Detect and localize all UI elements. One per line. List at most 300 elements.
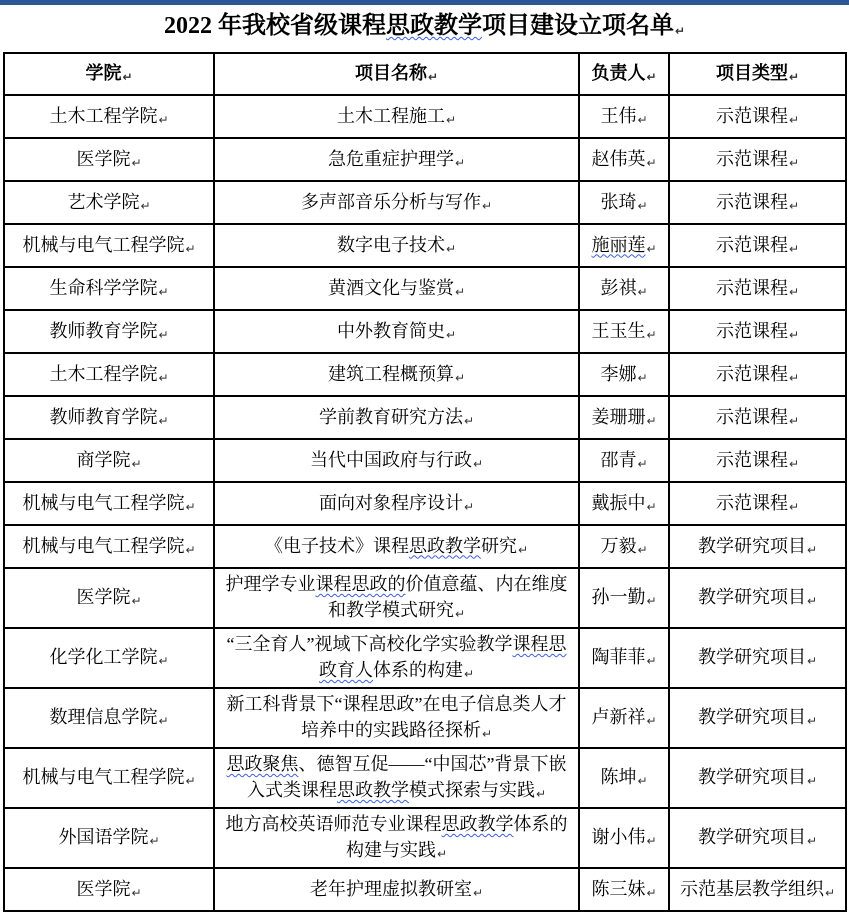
project-type-cell	[669, 353, 846, 396]
paragraph-mark: ↵	[806, 714, 818, 728]
person-cell-text	[591, 407, 645, 427]
college-cell	[4, 628, 214, 688]
project-type-cell	[669, 439, 846, 482]
header-college-label: 学院	[85, 63, 122, 83]
college-cell	[4, 808, 214, 868]
table-row	[4, 868, 846, 911]
text-segment: 陈坤	[600, 767, 637, 787]
text-segment: 谢小伟	[591, 827, 646, 847]
text-segment: 《电子技术》课程	[264, 535, 409, 556]
paragraph-mark: ↵	[806, 594, 818, 608]
text-segment: 2022 年我校省级课程	[163, 13, 386, 39]
college-cell-text	[76, 879, 130, 899]
text-segment: 医学院	[76, 148, 131, 169]
text-segment: 土木工程施工	[336, 105, 445, 126]
paragraph-mark: ↵	[674, 24, 686, 38]
text-segment: 戴振中	[591, 492, 646, 513]
table-row	[4, 181, 846, 224]
paragraph-mark: ↵	[481, 198, 493, 213]
college-cell-text	[49, 321, 157, 341]
paragraph-mark: ↵	[131, 885, 142, 900]
project-name-cell-text	[227, 694, 567, 740]
text-segment: 教学研究项目	[697, 587, 806, 607]
text-segment: 地方高校英语师范专业课程	[225, 814, 442, 834]
project-type-cell-text	[698, 587, 806, 607]
table-row	[4, 628, 846, 688]
squiggle-underlined-text: 思政聚焦	[226, 754, 299, 774]
paragraph-mark: ↵	[646, 834, 657, 848]
paragraph-mark: ↵	[185, 499, 196, 514]
paragraph-mark: ↵	[122, 70, 133, 84]
paragraph-mark: ↵	[646, 714, 657, 728]
college-cell	[4, 95, 214, 138]
project-type-cell	[669, 525, 846, 568]
text-segment: 张琦	[600, 191, 637, 212]
paragraph-mark: ↵	[140, 198, 151, 213]
person-cell-text	[591, 149, 645, 169]
table-row	[4, 748, 846, 808]
project-name-cell	[214, 482, 579, 525]
text-segment: 机械与电气工程学院	[22, 234, 185, 255]
paragraph-mark: ↵	[535, 787, 547, 801]
paragraph-mark: ↵	[646, 241, 657, 256]
paragraph-mark: ↵	[158, 112, 169, 127]
project-type-cell	[669, 628, 846, 688]
text-segment: 生命科学学院	[49, 277, 158, 298]
paragraph-mark: ↵	[149, 834, 160, 848]
text-segment: 示范课程	[715, 105, 788, 126]
project-type-cell	[669, 482, 846, 525]
text-segment: 王玉生	[591, 320, 646, 341]
text-segment: “三全育人”视域下高校化学实验教学	[226, 634, 513, 654]
person-cell-text	[591, 493, 645, 513]
text-segment: 示范课程	[715, 191, 788, 212]
project-name-cell	[214, 808, 579, 868]
project-type-cell	[669, 688, 846, 748]
text-segment: 建筑工程概预算	[327, 363, 454, 384]
project-approval-table	[3, 52, 847, 912]
project-name-cell-text	[337, 235, 445, 255]
text-segment: 示范课程	[715, 492, 788, 513]
project-name-cell	[214, 267, 579, 310]
text-segment: 赵伟英	[591, 148, 646, 169]
text-segment: 当代中国政府与行政	[309, 449, 472, 470]
text-segment: 价值意蕴、内在维度和教学模式研究	[327, 574, 568, 620]
paragraph-mark: ↵	[445, 327, 457, 342]
table-row	[4, 267, 846, 310]
paragraph-mark: ↵	[158, 714, 169, 728]
college-cell-text	[58, 827, 148, 847]
college-cell-text	[67, 192, 139, 212]
table-row	[4, 688, 846, 748]
person-cell	[579, 439, 669, 482]
squiggle-underlined-text: 思政教学	[385, 13, 482, 39]
project-type-cell	[669, 310, 846, 353]
paragraph-mark: ↵	[646, 155, 657, 170]
text-segment: 示范课程	[715, 320, 788, 341]
text-segment: 机械与电气工程学院	[22, 535, 185, 556]
paragraph-mark: ↵	[158, 413, 169, 428]
paragraph-mark: ↵	[185, 774, 196, 788]
project-name-cell-text	[328, 278, 454, 298]
paragraph-mark: ↵	[788, 241, 800, 256]
text-segment: 土木工程学院	[49, 363, 158, 384]
person-cell	[579, 688, 669, 748]
text-segment: 急危重症护理学	[327, 148, 454, 169]
paragraph-mark: ↵	[788, 112, 800, 127]
text-segment: 模式探索与实践	[408, 780, 535, 800]
paragraph-mark: ↵	[436, 847, 448, 861]
squiggle-underlined-text: 课程思政育人	[318, 634, 567, 680]
text-segment: 示范课程	[715, 363, 788, 384]
person-cell-text	[600, 364, 636, 384]
text-segment: 示范基层教学组织	[679, 878, 824, 899]
paragraph-mark: ↵	[788, 456, 800, 471]
text-segment: 孙一勤	[591, 587, 646, 607]
project-type-cell-text	[698, 707, 806, 727]
college-cell-text	[76, 587, 130, 607]
text-segment: 医学院	[76, 878, 131, 899]
text-segment: 中外教育简史	[336, 320, 445, 341]
paragraph-mark: ↵	[646, 327, 657, 342]
project-name-cell	[214, 138, 579, 181]
paragraph-mark: ↵	[646, 70, 657, 84]
project-name-cell	[214, 568, 579, 628]
project-type-cell-text	[716, 364, 788, 384]
project-type-cell-text	[716, 493, 788, 513]
project-type-cell	[669, 568, 846, 628]
paragraph-mark: ↵	[131, 155, 142, 170]
text-segment: 彭祺	[600, 277, 637, 298]
project-type-cell	[669, 181, 846, 224]
header-project-name	[214, 53, 579, 95]
project-name-cell-text	[226, 814, 568, 860]
person-cell	[579, 224, 669, 267]
person-cell	[579, 748, 669, 808]
paragraph-mark: ↵	[806, 774, 818, 788]
text-segment: 化学化工学院	[49, 647, 158, 667]
project-name-cell-text	[265, 536, 517, 556]
text-segment: 多声部音乐分析与写作	[300, 191, 481, 212]
header-person-label: 负责人	[591, 63, 646, 83]
paragraph-mark: ↵	[788, 327, 800, 342]
paragraph-mark: ↵	[788, 198, 800, 213]
person-cell	[579, 868, 669, 911]
person-cell-text	[600, 767, 636, 787]
project-type-cell-text	[716, 321, 788, 341]
squiggle-underlined-text: 课程思政的	[315, 574, 406, 594]
table-row	[4, 310, 846, 353]
project-name-cell	[214, 95, 579, 138]
paragraph-mark: ↵	[131, 594, 142, 608]
college-cell-text	[49, 647, 157, 667]
text-segment: 体系的构建	[372, 660, 463, 680]
paragraph-mark: ↵	[454, 607, 466, 621]
text-segment: 卢新祥	[591, 707, 646, 727]
page-title-text	[164, 13, 674, 39]
person-cell	[579, 353, 669, 396]
text-segment: 艺术学院	[67, 191, 140, 212]
project-name-cell-text	[301, 192, 481, 212]
text-segment: 土木工程学院	[49, 105, 158, 126]
table-row	[4, 353, 846, 396]
project-name-cell-text	[227, 634, 567, 680]
project-type-cell-text	[698, 536, 806, 556]
paragraph-mark: ↵	[788, 70, 800, 84]
college-cell	[4, 353, 214, 396]
text-segment: 李娜	[600, 363, 637, 384]
header-project-name-label: 项目名称	[354, 63, 427, 83]
college-cell	[4, 181, 214, 224]
paragraph-mark: ↵	[445, 241, 457, 256]
paragraph-mark: ↵	[185, 241, 196, 256]
person-cell	[579, 568, 669, 628]
project-name-cell	[214, 353, 579, 396]
project-type-cell	[669, 868, 846, 911]
table-row	[4, 138, 846, 181]
paragraph-mark: ↵	[158, 284, 169, 299]
text-segment: 教学研究项目	[697, 707, 806, 727]
table-row	[4, 525, 846, 568]
page-title	[0, 12, 849, 43]
text-segment: 数字电子技术	[336, 234, 445, 255]
paragraph-mark: ↵	[637, 284, 648, 299]
text-segment: 教学研究项目	[697, 647, 806, 667]
text-segment: 老年护理虚拟教研室	[309, 878, 472, 899]
text-segment: 体系的构建与实践	[345, 814, 568, 860]
table-row	[4, 482, 846, 525]
paragraph-mark: ↵	[472, 885, 484, 900]
project-type-cell	[669, 224, 846, 267]
project-name-cell	[214, 868, 579, 911]
paragraph-mark: ↵	[637, 774, 648, 788]
text-segment: 王伟	[600, 105, 637, 126]
project-type-cell-text	[716, 235, 788, 255]
project-name-cell	[214, 688, 579, 748]
paragraph-mark: ↵	[517, 542, 529, 557]
college-cell	[4, 482, 214, 525]
text-segment: 黄酒文化与鉴赏	[327, 277, 454, 298]
paragraph-mark: ↵	[463, 499, 475, 514]
paragraph-mark: ↵	[454, 370, 466, 385]
paragraph-mark: ↵	[646, 885, 657, 900]
project-name-cell-text	[226, 574, 568, 620]
person-cell-text	[591, 321, 645, 341]
college-cell	[4, 525, 214, 568]
college-cell	[4, 267, 214, 310]
person-cell	[579, 525, 669, 568]
college-cell-text	[22, 493, 184, 513]
person-cell-text	[600, 106, 636, 126]
paragraph-mark: ↵	[646, 413, 657, 428]
college-cell	[4, 688, 214, 748]
person-cell	[579, 482, 669, 525]
paragraph-mark: ↵	[646, 654, 657, 668]
paragraph-mark: ↵	[824, 885, 836, 900]
college-cell-text	[49, 407, 157, 427]
text-segment: 机械与电气工程学院	[22, 492, 185, 513]
table-row	[4, 568, 846, 628]
text-segment: 教学研究项目	[697, 827, 806, 847]
paragraph-mark: ↵	[463, 413, 475, 428]
project-type-cell-text	[680, 879, 824, 899]
paragraph-mark: ↵	[637, 198, 648, 213]
squiggle-underlined-text: 思政教学	[408, 535, 481, 556]
college-cell-text	[49, 106, 157, 126]
text-segment: 教师教育学院	[49, 320, 158, 341]
project-name-cell-text	[227, 754, 567, 800]
college-cell	[4, 310, 214, 353]
person-cell	[579, 628, 669, 688]
paragraph-mark: ↵	[637, 370, 648, 385]
person-cell-text	[600, 450, 636, 470]
person-cell-text	[591, 827, 645, 847]
paragraph-mark: ↵	[463, 667, 475, 681]
paragraph-mark: ↵	[806, 654, 818, 668]
window-top-accent-bar	[0, 0, 849, 5]
paragraph-mark: ↵	[788, 155, 800, 170]
table-row	[4, 224, 846, 267]
text-segment: 教学研究项目	[697, 535, 806, 556]
paragraph-mark: ↵	[788, 413, 800, 428]
text-segment: 教学研究项目	[697, 767, 806, 787]
project-name-cell-text	[310, 450, 472, 470]
paragraph-mark: ↵	[427, 70, 439, 84]
text-segment: 示范课程	[715, 148, 788, 169]
text-segment: 数理信息学院	[49, 707, 158, 727]
project-type-cell	[669, 267, 846, 310]
text-segment: 医学院	[76, 587, 131, 607]
college-cell	[4, 224, 214, 267]
college-cell	[4, 138, 214, 181]
paragraph-mark: ↵	[472, 456, 484, 471]
text-segment: 学前教育研究方法	[318, 406, 463, 427]
project-name-cell	[214, 628, 579, 688]
paragraph-mark: ↵	[646, 499, 657, 514]
person-cell-text	[591, 879, 645, 899]
college-cell-text	[49, 364, 157, 384]
paragraph-mark: ↵	[445, 112, 457, 127]
college-cell	[4, 396, 214, 439]
paragraph-mark: ↵	[158, 370, 169, 385]
project-type-cell-text	[716, 278, 788, 298]
project-name-cell	[214, 224, 579, 267]
person-cell	[579, 396, 669, 439]
project-type-cell	[669, 748, 846, 808]
college-cell-text	[22, 536, 184, 556]
project-type-cell-text	[698, 647, 806, 667]
project-type-cell	[669, 396, 846, 439]
paragraph-mark: ↵	[788, 499, 800, 514]
college-cell-text	[49, 707, 157, 727]
text-segment: 万毅	[600, 535, 637, 556]
text-segment: 邵青	[600, 449, 637, 470]
paragraph-mark: ↵	[454, 155, 466, 170]
person-cell-text	[591, 707, 645, 727]
project-name-cell-text	[328, 149, 454, 169]
project-type-cell-text	[698, 827, 806, 847]
project-type-cell-text	[716, 106, 788, 126]
college-cell-text	[22, 767, 184, 787]
table-row	[4, 95, 846, 138]
header-person	[579, 53, 669, 95]
college-cell-text	[49, 278, 157, 298]
college-cell	[4, 868, 214, 911]
text-segment: 护理学专业	[225, 574, 316, 594]
project-name-cell	[214, 525, 579, 568]
paragraph-mark: ↵	[158, 654, 169, 668]
text-segment: 陈三妹	[591, 878, 646, 899]
project-name-cell-text	[310, 879, 472, 899]
project-type-cell-text	[716, 450, 788, 470]
project-name-cell	[214, 396, 579, 439]
college-cell	[4, 439, 214, 482]
college-cell	[4, 748, 214, 808]
text-segment: 机械与电气工程学院	[22, 767, 185, 787]
text-segment: 面向对象程序设计	[318, 492, 463, 513]
text-segment: 示范课程	[715, 449, 788, 470]
text-segment: 姜珊珊	[591, 406, 646, 427]
header-project-type	[669, 53, 846, 95]
squiggle-underlined-text: 思政教学	[441, 814, 514, 834]
person-cell-text	[600, 278, 636, 298]
table-row	[4, 439, 846, 482]
project-type-cell	[669, 95, 846, 138]
person-cell	[579, 808, 669, 868]
text-segment: 、德智互促——“中国芯”背景下嵌入式类课程	[246, 754, 567, 800]
squiggle-underlined-text: 施丽莲	[591, 234, 646, 255]
paragraph-mark: ↵	[454, 284, 466, 299]
project-name-cell-text	[319, 407, 463, 427]
text-segment: 新工科背景下“课程思政”在电子信息类人才培养中的实践路径探析	[226, 694, 567, 740]
paragraph-mark: ↵	[806, 834, 818, 848]
paragraph-mark: ↵	[806, 542, 818, 557]
text-segment: 项目建设立项名单	[481, 13, 674, 39]
text-segment: 商学院	[76, 449, 131, 470]
person-cell-text	[591, 647, 645, 667]
person-cell	[579, 95, 669, 138]
project-type-cell	[669, 138, 846, 181]
text-segment: 示范课程	[715, 234, 788, 255]
project-name-cell-text	[328, 364, 454, 384]
college-cell-text	[76, 149, 130, 169]
person-cell-text	[591, 587, 645, 607]
project-name-cell	[214, 439, 579, 482]
paragraph-mark: ↵	[131, 456, 142, 471]
squiggle-underlined-text: 思政教学	[336, 780, 409, 800]
person-cell	[579, 310, 669, 353]
college-cell-text	[76, 450, 130, 470]
person-cell	[579, 267, 669, 310]
person-cell-text	[600, 536, 636, 556]
text-segment: 教师教育学院	[49, 406, 158, 427]
college-cell-text	[22, 235, 184, 255]
person-cell	[579, 181, 669, 224]
text-segment: 陶菲菲	[591, 647, 646, 667]
project-type-cell-text	[716, 192, 788, 212]
college-cell	[4, 568, 214, 628]
text-segment: 示范课程	[715, 406, 788, 427]
person-cell	[579, 138, 669, 181]
paragraph-mark: ↵	[158, 327, 169, 342]
table-row	[4, 808, 846, 868]
header-project-type-label: 项目类型	[715, 63, 788, 83]
table-header-row	[4, 53, 846, 95]
project-name-cell-text	[319, 493, 463, 513]
paragraph-mark: ↵	[646, 594, 657, 608]
table-body	[4, 95, 846, 911]
person-cell-text	[591, 235, 645, 255]
